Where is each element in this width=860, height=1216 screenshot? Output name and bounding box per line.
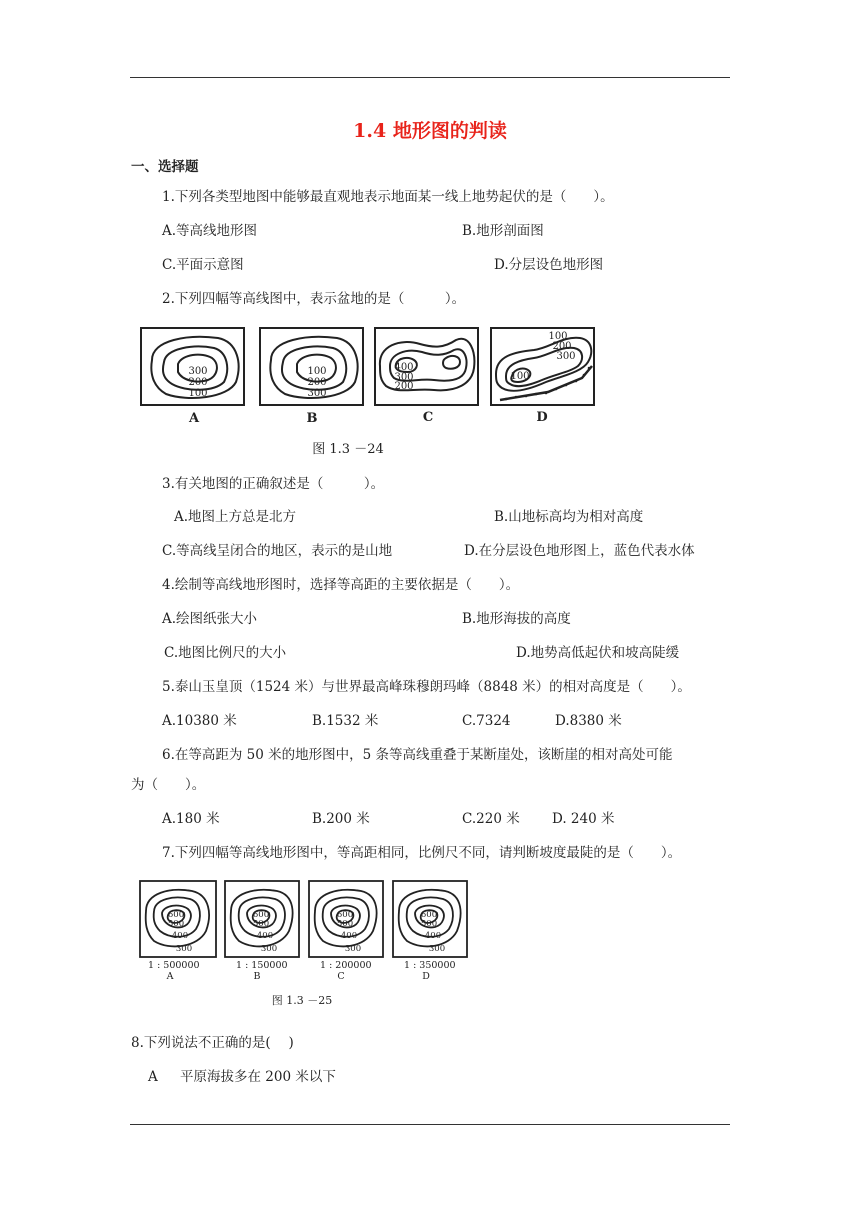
panel-b-label-2: 200: [307, 377, 327, 388]
question-1-option-b: B.地形剖面图: [462, 223, 544, 239]
question-1-option-c: C.平面示意图: [162, 257, 244, 273]
svg-text:500: 500: [252, 919, 270, 929]
panel-b-scale: 1 : 150000: [236, 960, 288, 971]
svg-text:400: 400: [256, 931, 274, 941]
figure-1-caption: 图 1.3 －24: [312, 442, 384, 457]
question-2-stem: 2.下列四幅等高线图中，表示盆地的是（ ）。: [162, 291, 466, 307]
panel-c-contour-right-summit: [443, 356, 460, 369]
footer-rule: [130, 1124, 730, 1125]
contour-figure-1-3-24: [138, 322, 598, 462]
svg-text:600: 600: [167, 910, 185, 920]
question-8-stem: 8.下列说法不正确的是( ): [131, 1035, 294, 1051]
figure-2-caption: 图 1.3 －25: [271, 994, 333, 1007]
panel-a-label-2: 200: [188, 377, 208, 388]
question-4-stem: 4.绘制等高线地形图时，选择等高距的主要依据是（ ）。: [162, 577, 520, 593]
question-8-option-a-text: 平原海拔多在 200 米以下: [180, 1069, 336, 1085]
question-6-option-b: B.200 米: [312, 811, 370, 827]
contour-figure-1-3-25: [136, 876, 476, 1016]
panel-b-label-3: 300: [307, 388, 327, 399]
question-6-stem-line-1: 6.在等高距为 50 米的地形图中，5 条等高线重叠于某断崖处，该断崖的相对高处可能: [162, 747, 673, 763]
question-1-option-d: D.分层设色地形图: [494, 257, 604, 273]
question-5-stem: 5.泰山玉皇顶（1524 米）与世界最高峰珠穆朗玛峰（8848 米）的相对高度是（ ）。: [162, 679, 691, 695]
question-5-option-b: B.1532 米: [312, 713, 379, 729]
panel-a-label-1: 300: [188, 366, 208, 377]
question-4-option-b: B.地形海拔的高度: [462, 611, 571, 627]
svg-text:300: 300: [175, 944, 193, 954]
panel-b-label-1: 100: [307, 366, 327, 377]
panel-a-scale: 1 : 500000: [148, 960, 200, 971]
svg-text:500: 500: [167, 919, 185, 929]
question-3-option-b: B.山地标高均为相对高度: [494, 509, 644, 525]
panel-d-scale: 1 : 350000: [404, 960, 456, 971]
section-heading: 一、选择题: [131, 159, 199, 175]
panel-d-contour-outer: [496, 338, 591, 391]
panel-d-letter: D: [422, 971, 430, 982]
svg-text:600: 600: [420, 910, 438, 920]
question-1-option-a: A.等高线地形图: [162, 223, 258, 239]
svg-text:600: 600: [252, 910, 270, 920]
panel-c-label-1: 400: [394, 362, 414, 373]
question-1-stem: 1.下列各类型地图中能够最直观地表示地面某一线上地势起伏的是（ ）。: [162, 189, 614, 205]
svg-text:300: 300: [428, 944, 446, 954]
question-5-option-a: A.10380 米: [162, 713, 237, 729]
panel-b-letter: B: [253, 971, 261, 982]
panel-d-label-2: 200: [552, 341, 572, 352]
panel-a-letter: A: [166, 971, 174, 982]
panel-b-letter: B: [306, 411, 318, 426]
panel-c-label-2: 300: [394, 372, 414, 383]
panel-d-label-4: 100: [510, 371, 530, 382]
panel-c-scale: 1 : 200000: [320, 960, 372, 971]
svg-text:300: 300: [260, 944, 278, 954]
header-rule: [130, 77, 730, 78]
panel-c-label-3: 200: [394, 381, 414, 392]
panel-a-letter: A: [188, 411, 200, 426]
panel-c-letter: C: [337, 971, 345, 982]
panel-d-letter: D: [536, 410, 548, 425]
question-3-option-c: C.等高线呈闭合的地区，表示的是山地: [162, 543, 393, 559]
question-4-option-d: D.地势高低起伏和坡高陡缓: [516, 645, 680, 661]
page-title: 1.4 地形图的判读: [353, 120, 507, 142]
question-6-option-d: D. 240 米: [552, 811, 615, 827]
question-3-stem: 3.有关地图的正确叙述是（ ）。: [162, 476, 385, 492]
question-6-option-a: A.180 米: [162, 811, 220, 827]
panel-d-label-1: 100: [548, 331, 568, 342]
question-3-option-a: A.地图上方总是北方: [174, 509, 297, 525]
question-5-option-c: C.7324: [462, 713, 511, 729]
svg-text:400: 400: [424, 931, 442, 941]
svg-text:300: 300: [344, 944, 362, 954]
svg-text:400: 400: [171, 931, 189, 941]
question-3-option-d: D.在分层设色地形图上，蓝色代表水体: [464, 543, 695, 559]
question-8-option-a-letter: A: [148, 1069, 158, 1085]
svg-text:400: 400: [340, 931, 358, 941]
panel-d-label-3: 300: [556, 351, 576, 362]
question-7-stem: 7.下列四幅等高线地形图中，等高距相同，比例尺不同，请判断坡度最陡的是（ ）。: [162, 845, 682, 861]
svg-text:500: 500: [420, 919, 438, 929]
panel-c-letter: C: [422, 410, 434, 425]
question-6-stem-line-2: 为（ ）。: [131, 777, 206, 793]
question-5-option-d: D.8380 米: [555, 713, 622, 729]
question-4-option-a: A.绘图纸张大小: [162, 611, 258, 627]
panel-a-label-3: 100: [188, 388, 208, 399]
svg-text:500: 500: [336, 919, 354, 929]
question-4-option-c: C.地图比例尺的大小: [164, 645, 287, 661]
svg-text:600: 600: [336, 910, 354, 920]
question-6-option-c: C.220 米: [462, 811, 520, 827]
